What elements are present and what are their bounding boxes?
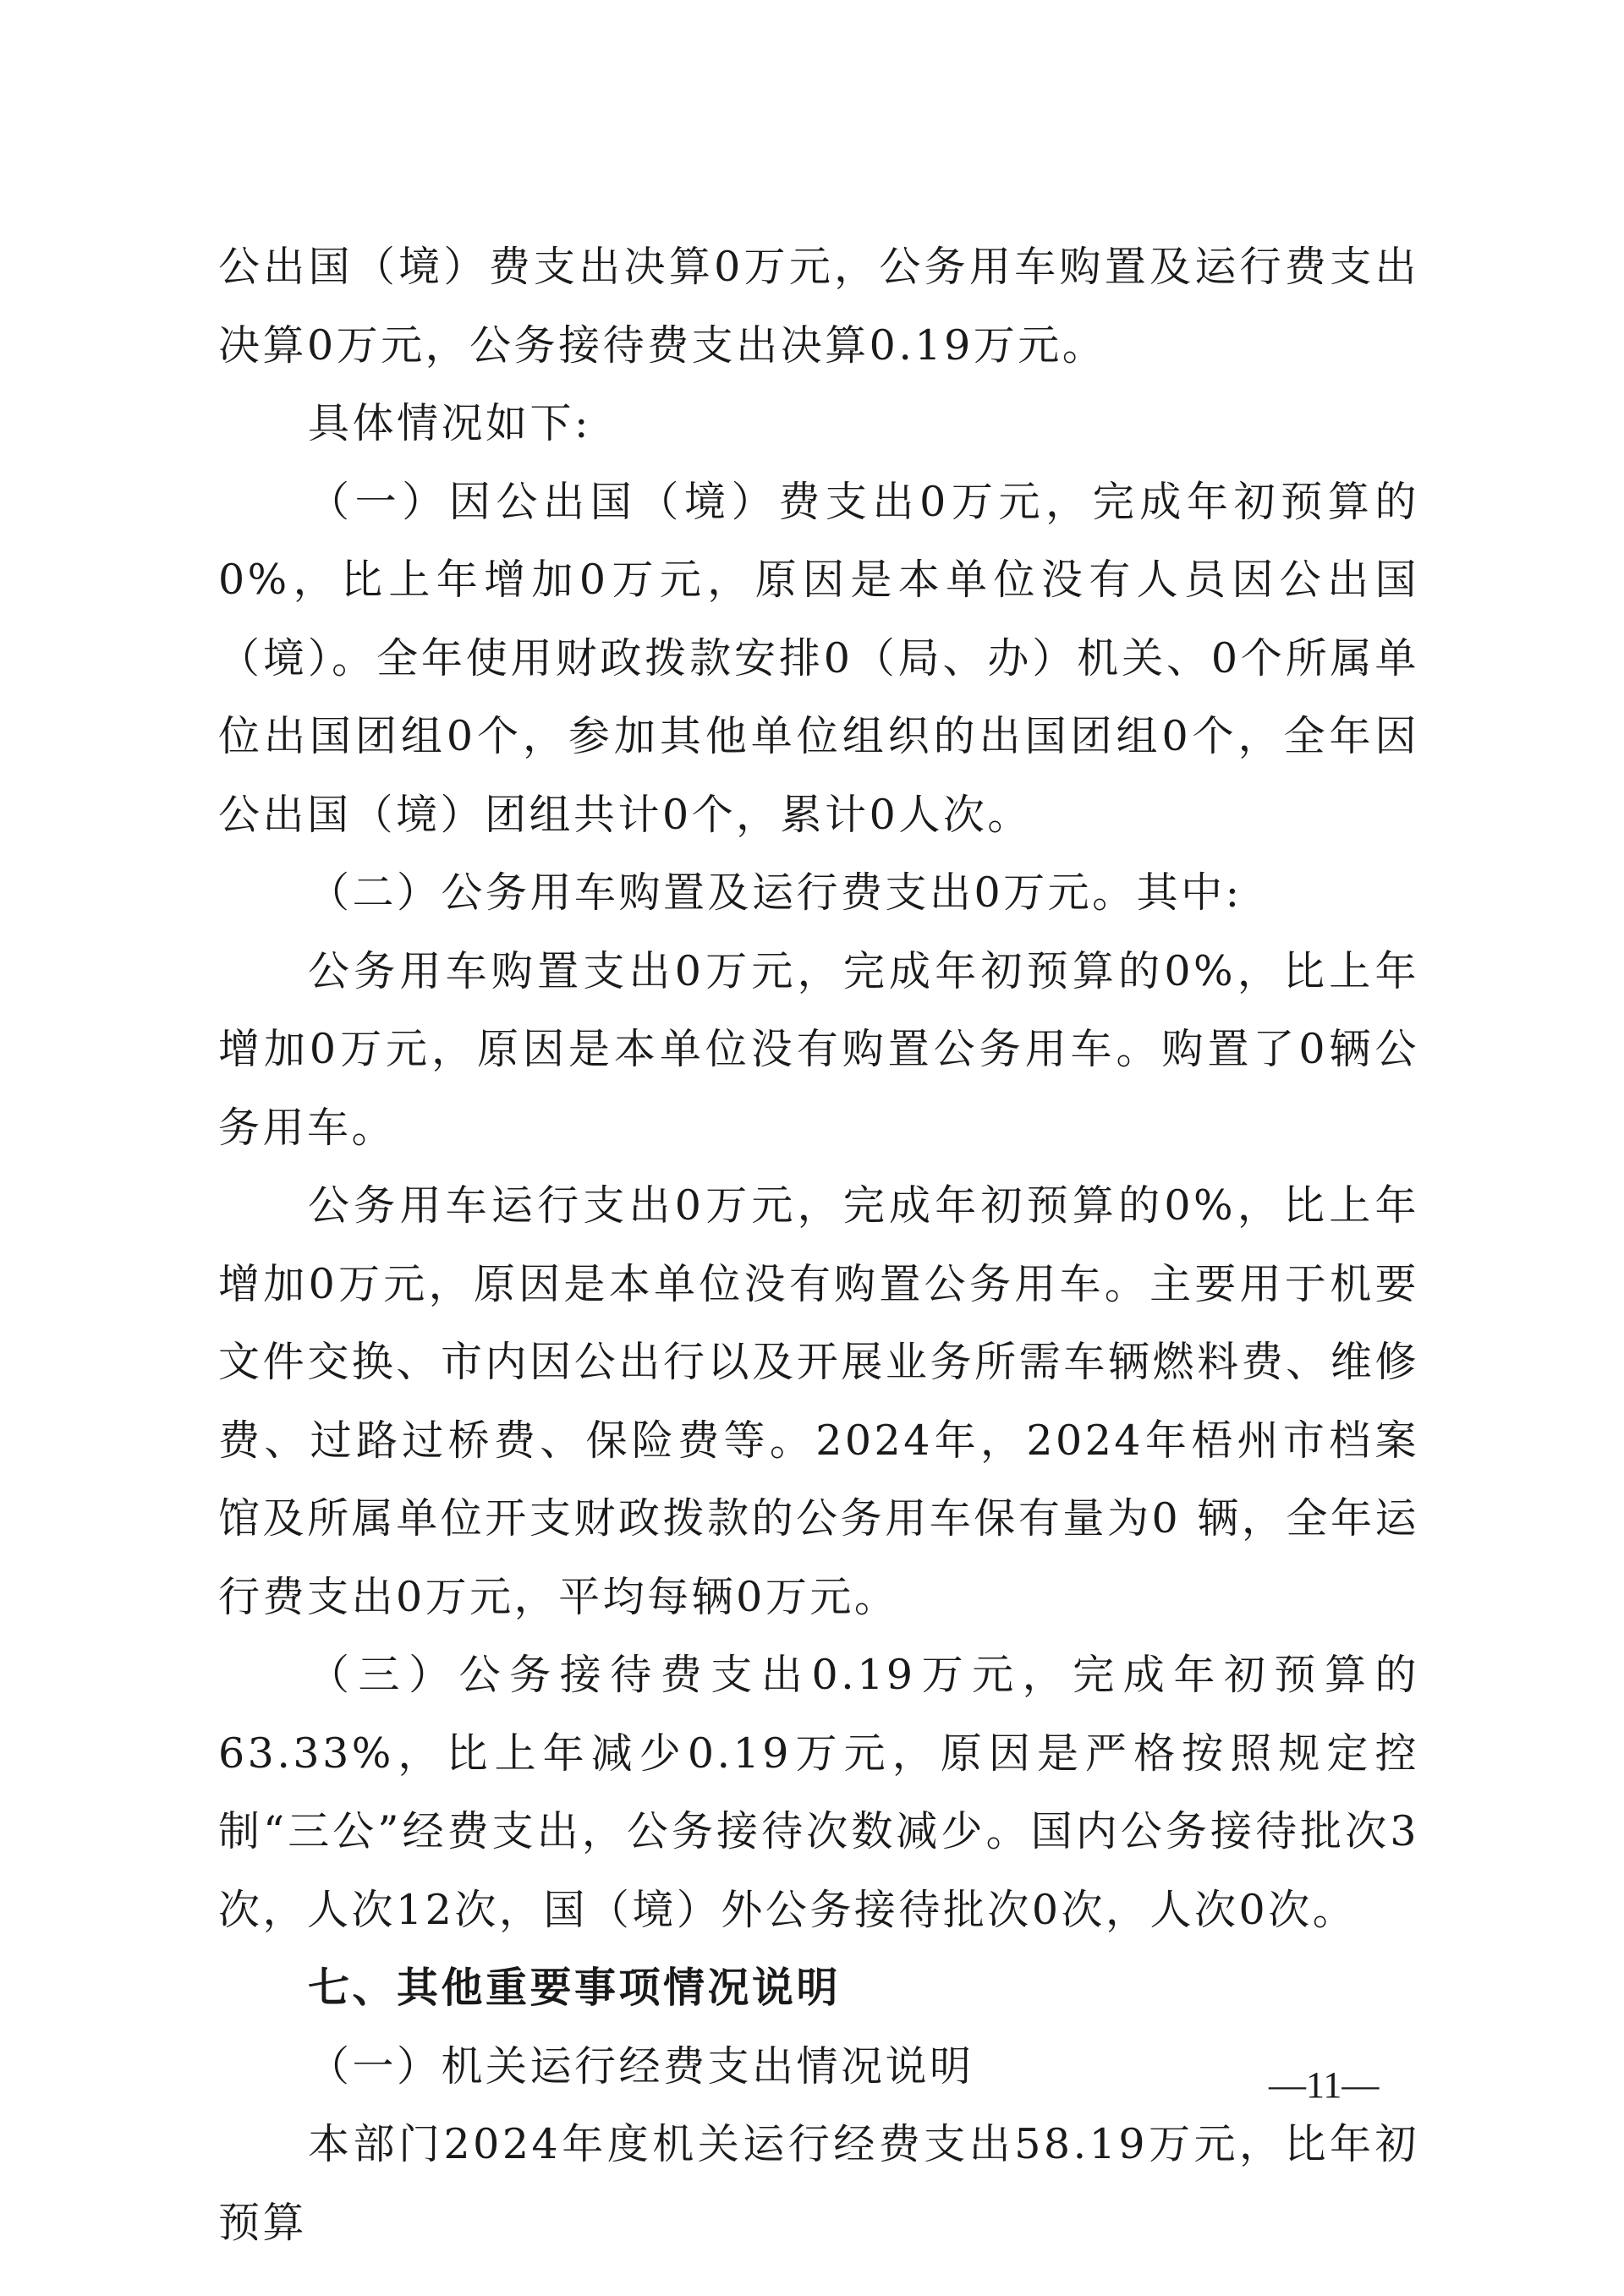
paragraph-continuation: 公出国（境）费支出决算0万元，公务用车购置及运行费支出决算0万元，公务接待费支出决算0.19万元。 xyxy=(218,243,1419,370)
paragraph-overseas-travel: （一）因公出国（境）费支出0万元，完成年初预算的0%，比上年增加0万元，原因是本单位没有人员因公出国（境）。全年使用财政拨款安排0（局、办）机关、0个所属单位出国团组0个，参加其他单位组织的出国团组0个，全年因公出国（境）团组共计0个，累计0人次。 xyxy=(218,477,1419,839)
section-heading: 七、其他重要事项情况说明 xyxy=(308,1964,842,2012)
paragraph-vehicle-summary: （二）公务用车购置及运行费支出0万元。其中: xyxy=(308,869,1243,917)
paragraph-vehicle-purchase: 公务用车购置支出0万元，完成年初预算的0%，比上年增加0万元，原因是本单位没有购置公务用车。购置了0辆公务用车。 xyxy=(218,946,1419,1152)
page-number: —11— xyxy=(1269,2064,1380,2106)
paragraph-vehicle-operation: 公务用车运行支出0万元，完成年初预算的0%，比上年增加0万元，原因是本单位没有购置公务用车。主要用于机要文件交换、市内因公出行以及开展业务所需车辆燃料费、维修费、过路过桥费、保险费等。2024年，2024年梧州市档案馆及所属单位开支财政拨款的公务用车保有量为0 辆，全年运行费支出0万元，平均每辆0万元。 xyxy=(218,1181,1419,1621)
subsection-heading: （一）机关运行经费支出情况说明 xyxy=(308,2041,974,2091)
page-body xyxy=(218,228,1419,2262)
paragraph-operating-expenses: 本部门2024年度机关运行经费支出58.19万元，比年初预算 xyxy=(218,2120,1419,2247)
paragraph-intro: 具体情况如下: xyxy=(308,399,592,447)
paragraph-reception: （三）公务接待费支出0.19万元，完成年初预算的63.33%，比上年减少0.19万元，原因是严格按照规定控制“三公”经费支出，公务接待次数减少。国内公务接待批次3次，人次12次，国（境）外公务接待批次0次，人次0次。 xyxy=(218,1651,1419,1934)
